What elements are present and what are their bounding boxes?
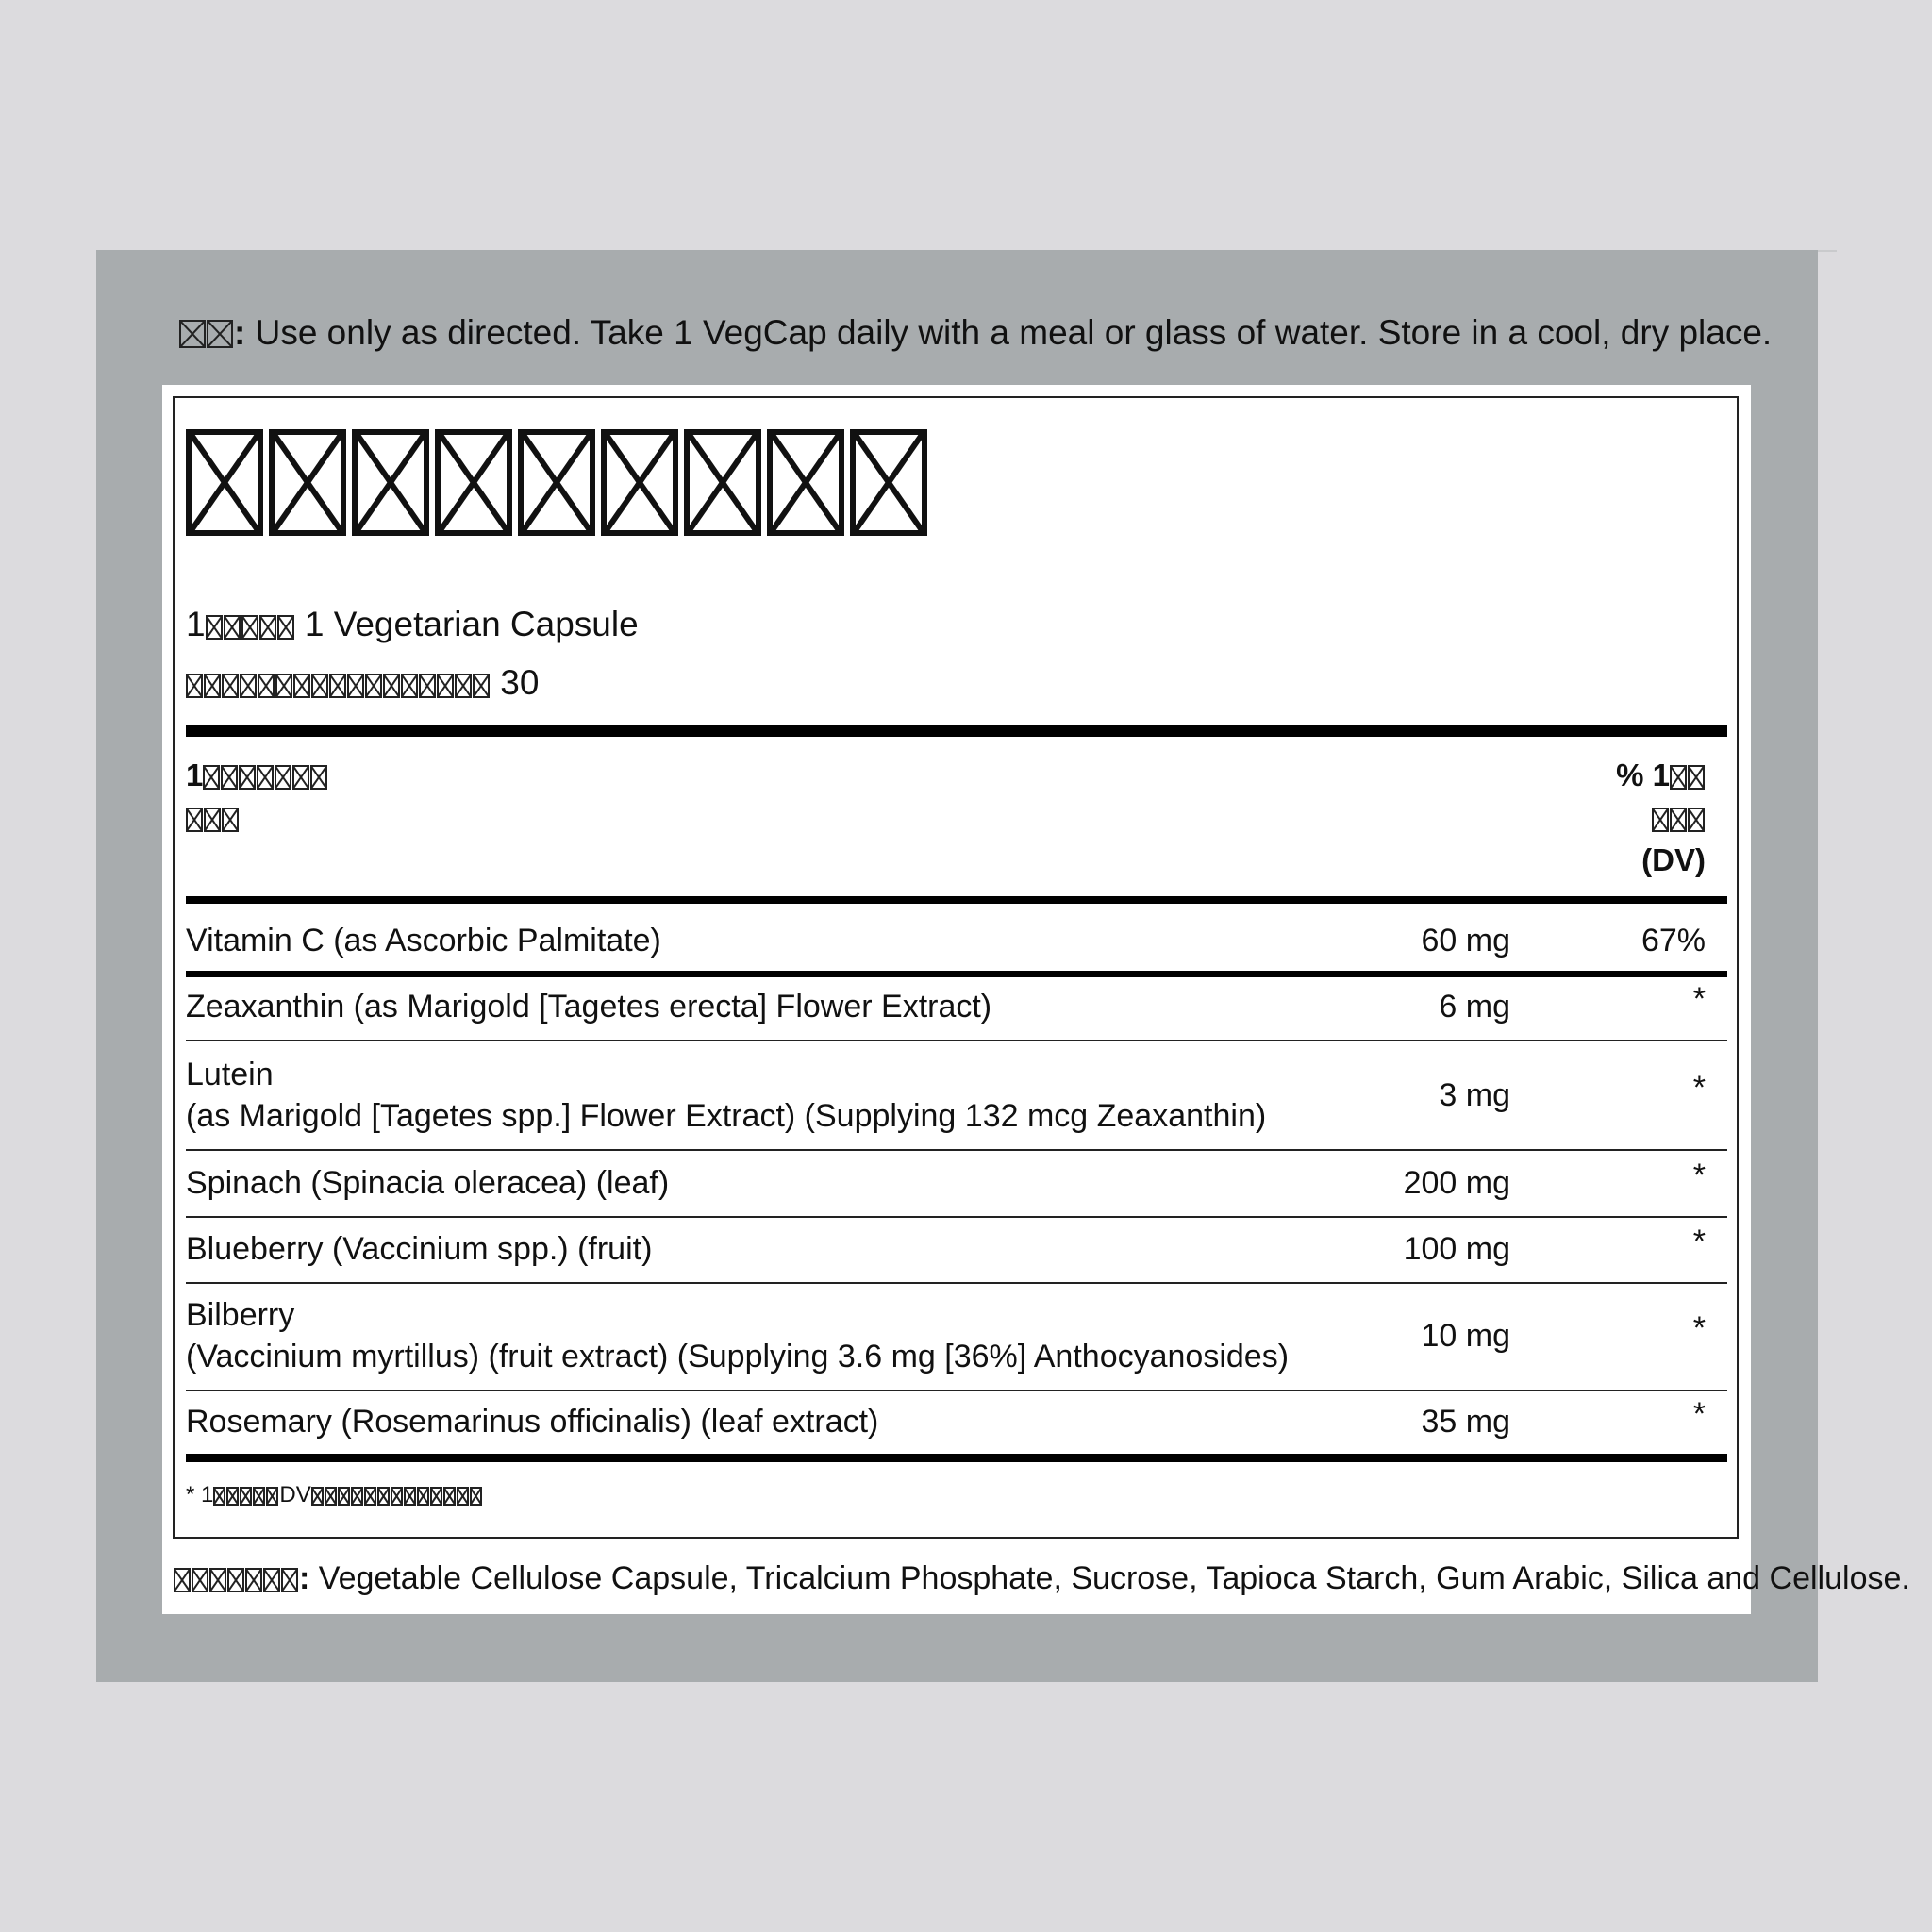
unrendered-glyphs	[1670, 758, 1706, 800]
nutrient-name: Lutein	[186, 1057, 274, 1092]
glyph-box	[404, 1487, 416, 1506]
daily-value-header	[1616, 755, 1706, 800]
unrendered-glyphs	[186, 666, 491, 708]
glyph-box	[179, 320, 206, 348]
glyph-box	[443, 1487, 456, 1506]
glyph-box	[239, 765, 256, 790]
row-divider	[186, 1216, 1727, 1218]
title-glyph-box	[767, 429, 844, 536]
glyph-box	[275, 674, 292, 698]
nutrient-name: Vitamin C (as Ascorbic Palmitate)	[186, 923, 661, 958]
title-glyph-box	[269, 429, 346, 536]
nutrient-amount: 200 mg	[1403, 1165, 1510, 1201]
glyph-box	[338, 1487, 350, 1506]
row-divider	[186, 1390, 1727, 1391]
title-glyph-box	[435, 429, 512, 536]
glyph-box	[221, 765, 238, 790]
glyph-box	[213, 1487, 225, 1506]
glyph-box	[227, 1568, 244, 1592]
amount-per-serving-header	[186, 755, 328, 800]
glyph-box	[186, 808, 203, 832]
other-ingredients-label: :	[174, 1560, 309, 1596]
servings-per-container	[186, 662, 539, 708]
glyph-box	[281, 1568, 298, 1592]
nutrient-amount: 6 mg	[1439, 989, 1510, 1024]
glyph-box	[1670, 808, 1687, 832]
nutrient-daily-value: *	[1692, 1070, 1706, 1106]
serving-size	[186, 604, 639, 649]
glyph-box	[455, 674, 472, 698]
dv-header-prefix: % 1	[1616, 758, 1670, 792]
nutrient-daily-value: *	[1692, 1396, 1706, 1432]
glyph-box	[242, 615, 258, 640]
title-glyph-box	[850, 429, 927, 536]
glyph-box	[325, 1487, 337, 1506]
directions-label: :	[179, 313, 245, 352]
title-glyph-box	[684, 429, 761, 536]
unrendered-glyphs	[311, 1485, 483, 1513]
facts-title-unrendered-glyphs	[186, 429, 927, 536]
glyph-box	[365, 674, 382, 698]
nutrient-daily-value: *	[1692, 1310, 1706, 1346]
thick-divider	[186, 725, 1727, 737]
glyph-box	[401, 674, 418, 698]
unrendered-glyphs	[203, 758, 328, 800]
header-divider	[186, 896, 1727, 904]
glyph-box	[417, 1487, 429, 1506]
glyph-box	[311, 674, 328, 698]
glyph-box	[224, 615, 241, 640]
glyph-box	[1652, 808, 1669, 832]
nutrient-detail: (as Marigold [Tagetes spp.] Flower Extract) (Supplying 132 mcg Zeaxanthin)	[186, 1098, 1267, 1134]
header-prefix: 1	[186, 758, 204, 792]
daily-value-header-line2	[1652, 797, 1706, 842]
row-divider	[186, 1149, 1727, 1151]
glyph-box	[377, 1487, 390, 1506]
glyph-box	[329, 674, 346, 698]
glyph-box	[437, 674, 454, 698]
nutrient-name: Blueberry (Vaccinium spp.) (fruit)	[186, 1231, 653, 1267]
nutrient-daily-value: 67%	[1641, 923, 1706, 958]
glyph-box	[222, 674, 239, 698]
glyph-box	[257, 765, 274, 790]
title-glyph-box	[352, 429, 429, 536]
glyph-box	[245, 1568, 262, 1592]
nutrient-amount: 60 mg	[1421, 923, 1510, 958]
servings-per-container-value: 30	[500, 663, 540, 702]
unrendered-glyphs	[174, 1561, 299, 1603]
glyph-box	[311, 1487, 324, 1506]
nutrient-amount: 100 mg	[1403, 1231, 1510, 1267]
nutrient-name: Zeaxanthin (as Marigold [Tagetes erecta] Flower Extract)	[186, 989, 992, 1024]
nutrient-amount: 10 mg	[1421, 1318, 1510, 1354]
nutrient-daily-value: *	[1692, 981, 1706, 1017]
title-glyph-box	[518, 429, 595, 536]
unrendered-glyphs	[1652, 801, 1706, 842]
glyph-box	[240, 1487, 252, 1506]
glyph-box	[347, 674, 364, 698]
nutrient-name: Spinach (Spinacia oleracea) (leaf)	[186, 1165, 670, 1201]
nutrient-detail: (Vaccinium myrtillus) (fruit extract) (Supplying 3.6 mg [36%] Anthocyanosides)	[186, 1339, 1290, 1374]
unrendered-glyphs	[213, 1485, 279, 1513]
title-glyph-box	[601, 429, 678, 536]
nutrient-daily-value: *	[1692, 1224, 1706, 1259]
glyph-box	[310, 765, 327, 790]
glyph-box	[293, 674, 310, 698]
glyph-box	[174, 1568, 191, 1592]
footnote-prefix: * 1	[186, 1482, 214, 1507]
serving-size-value: 1 Vegetarian Capsule	[304, 605, 639, 643]
glyph-box	[209, 1568, 226, 1592]
row-divider	[186, 971, 1727, 977]
daily-value-header-dv: (DV)	[1641, 842, 1706, 877]
glyph-box	[391, 1487, 403, 1506]
glyph-box	[473, 674, 490, 698]
title-glyph-box	[186, 429, 263, 536]
glyph-box	[253, 1487, 265, 1506]
nutrient-amount: 35 mg	[1421, 1404, 1510, 1440]
glyph-box	[222, 808, 239, 832]
directions-text	[179, 309, 1772, 360]
glyph-box	[240, 674, 257, 698]
glyph-box	[258, 674, 275, 698]
panel-edge-line	[1818, 250, 1837, 252]
glyph-box	[192, 1568, 208, 1592]
glyph-box	[1688, 765, 1705, 790]
glyph-box	[364, 1487, 376, 1506]
unrendered-glyphs	[206, 608, 295, 649]
other-ingredients	[174, 1557, 1910, 1603]
glyph-box	[226, 1487, 239, 1506]
glyph-box	[266, 1487, 278, 1506]
glyph-box	[419, 674, 436, 698]
glyph-box	[383, 674, 400, 698]
glyph-box	[204, 808, 221, 832]
glyph-box	[351, 1487, 363, 1506]
nutrient-daily-value: *	[1692, 1158, 1706, 1193]
glyph-box	[203, 765, 220, 790]
serving-size-prefix: 1	[186, 605, 206, 643]
glyph-box	[430, 1487, 442, 1506]
glyph-box	[275, 765, 291, 790]
directions-body: Use only as directed. Take 1 VegCap daily with a meal or glass of water. Store in a cool, dry place.	[255, 313, 1773, 352]
footnote-dv: DV	[279, 1482, 311, 1507]
other-ingredients-body: Vegetable Cellulose Capsule, Tricalcium Phosphate, Sucrose, Tapioca Starch, Gum Arabic, Silica and Cellulose.	[318, 1560, 1910, 1596]
row-divider	[186, 1282, 1727, 1284]
nutrient-amount: 3 mg	[1439, 1077, 1510, 1113]
nutrient-name: Rosemary (Rosemarinus officinalis) (leaf extract)	[186, 1404, 879, 1440]
glyph-box	[259, 615, 276, 640]
glyph-box	[457, 1487, 469, 1506]
glyph-box	[470, 1487, 482, 1506]
amount-per-serving-header-line2	[186, 797, 240, 842]
glyph-box	[292, 765, 309, 790]
unrendered-glyphs	[179, 313, 234, 360]
glyph-box	[204, 674, 221, 698]
glyph-box	[186, 674, 203, 698]
glyph-box	[263, 1568, 280, 1592]
bottom-divider	[186, 1454, 1727, 1462]
daily-value-footnote	[186, 1481, 483, 1513]
unrendered-glyphs	[186, 801, 240, 842]
glyph-box	[1688, 808, 1705, 832]
glyph-box	[206, 615, 223, 640]
nutrient-name: Bilberry	[186, 1297, 295, 1333]
glyph-box	[207, 320, 233, 348]
row-divider	[186, 1040, 1727, 1041]
glyph-box	[277, 615, 294, 640]
glyph-box	[1670, 765, 1687, 790]
